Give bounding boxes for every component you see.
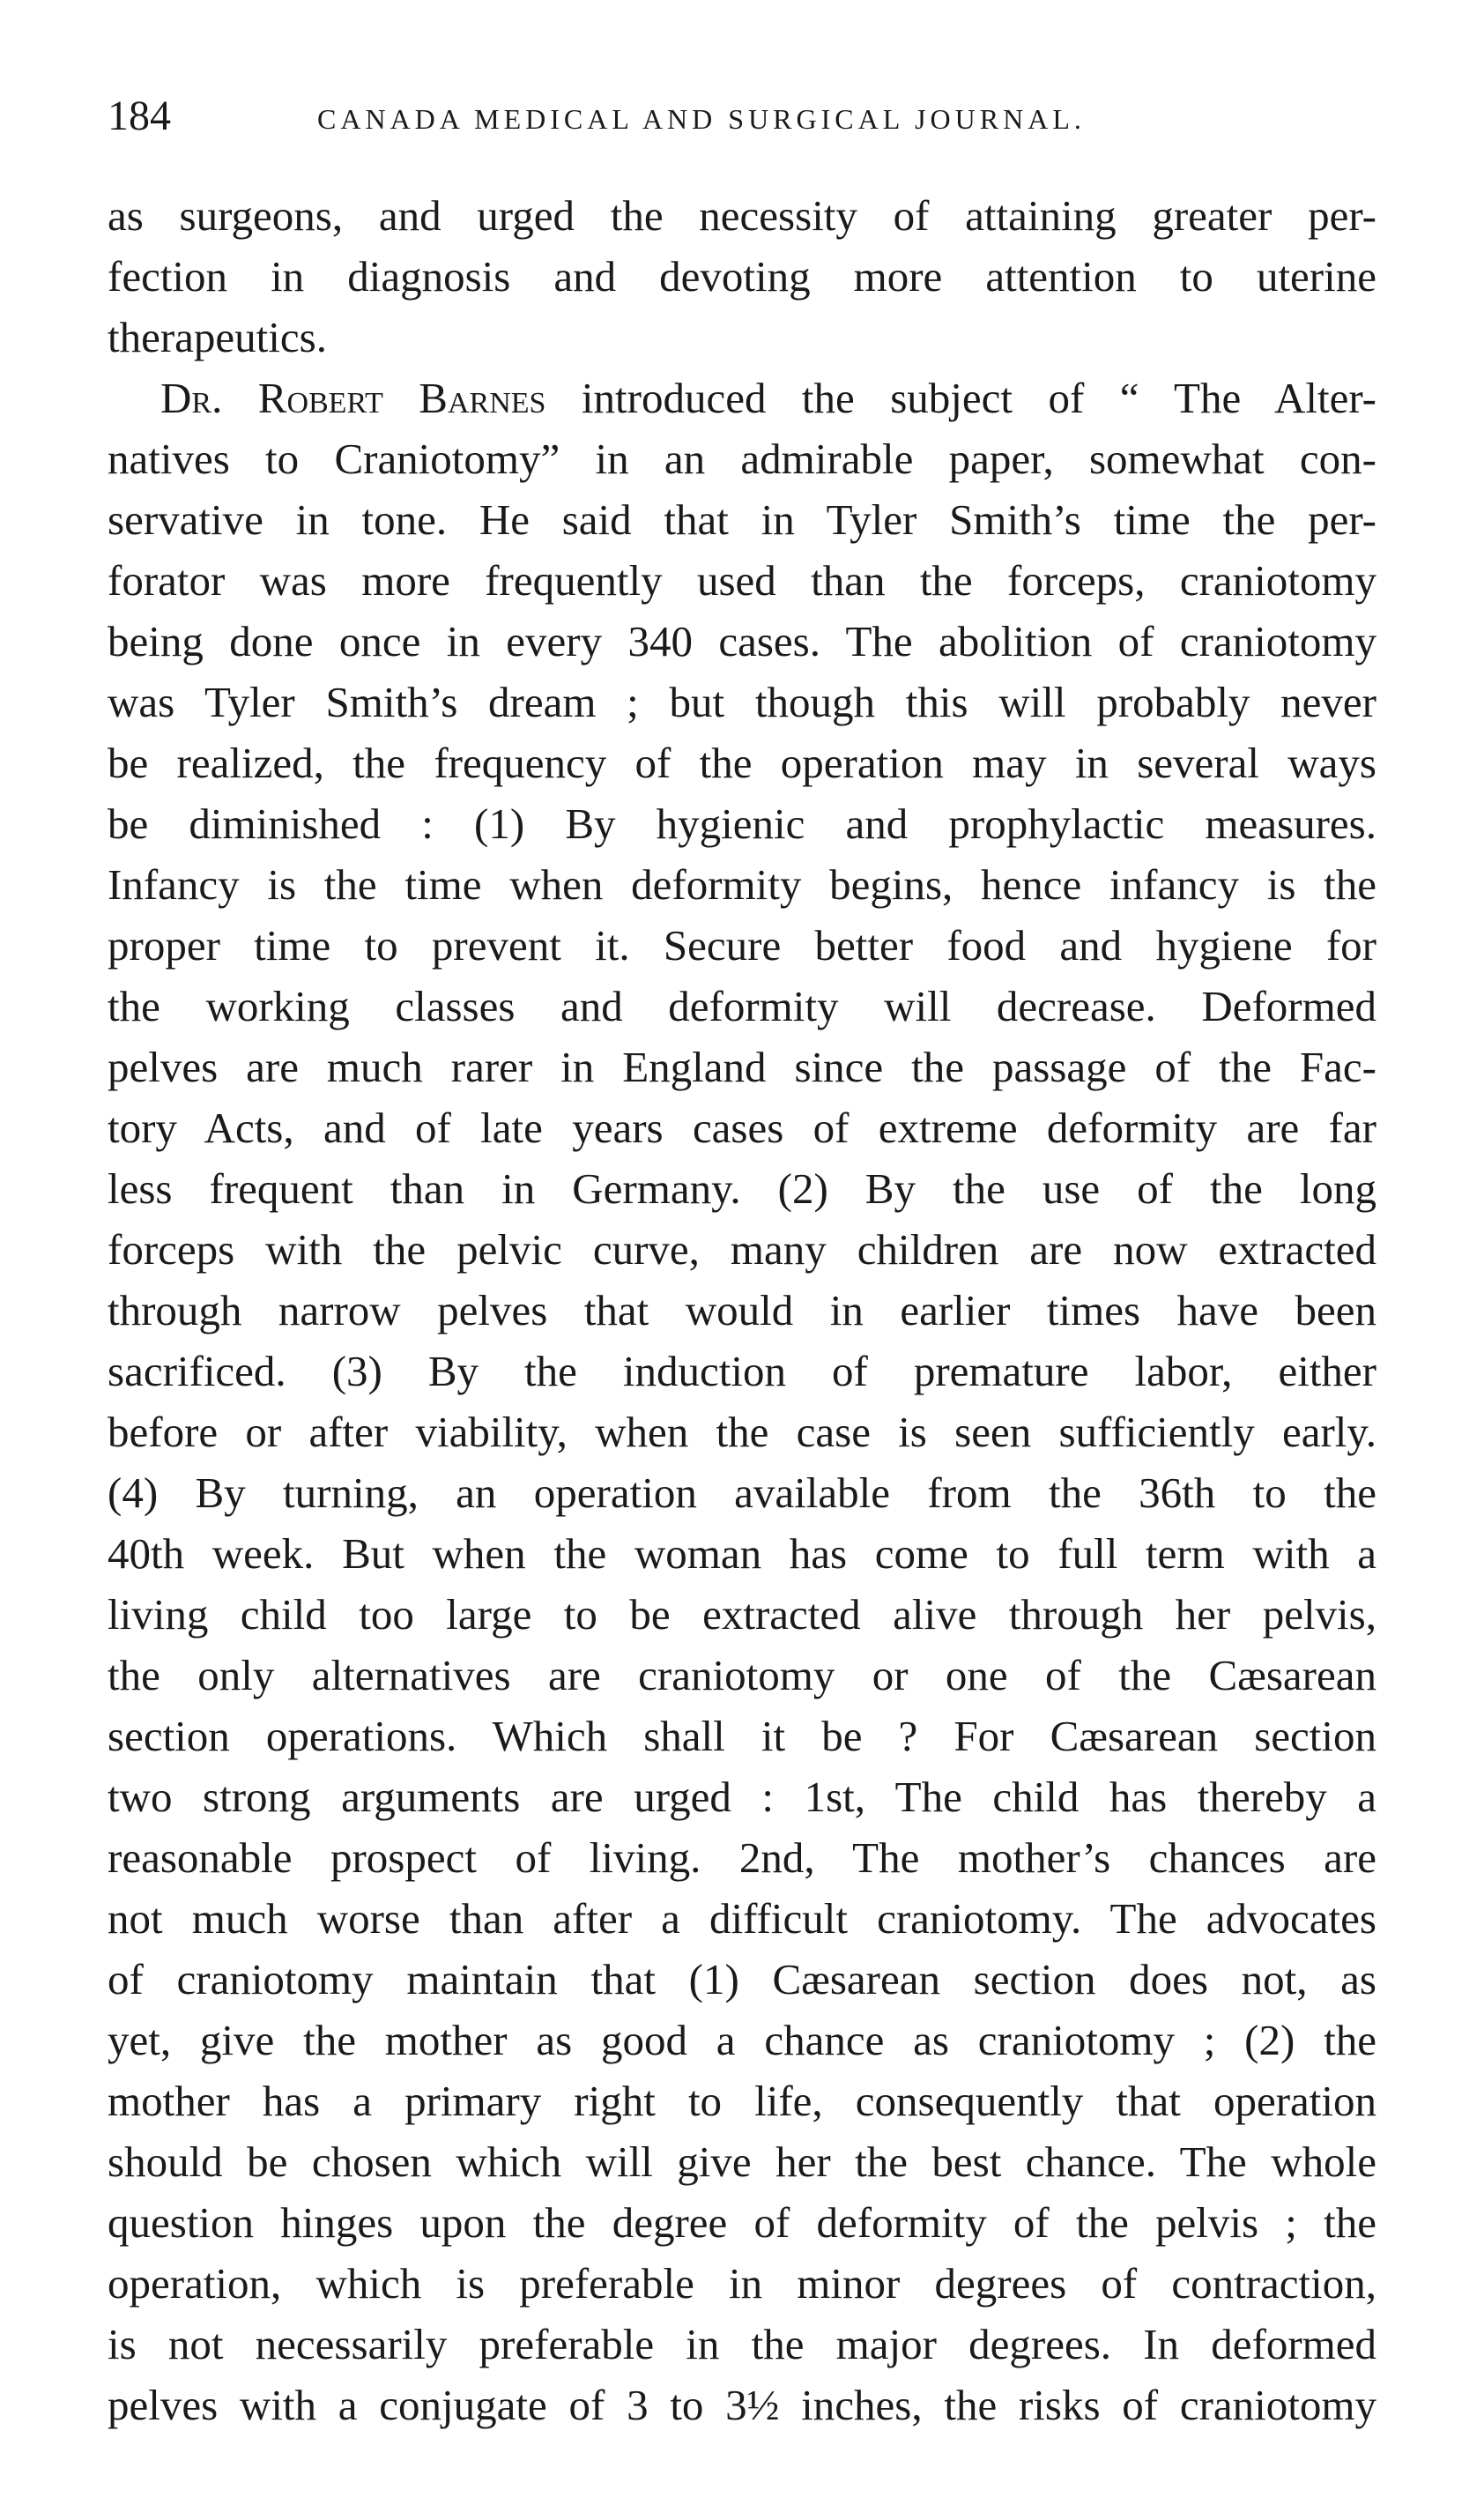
text-line: forator was more frequently used than the forceps, craniotomy <box>108 556 1376 605</box>
running-head: CANADA MEDICAL AND SURGICAL JOURNAL. <box>317 103 1086 135</box>
text-line: therapeutics. <box>108 313 327 361</box>
text-line: operation, which is preferable in minor degrees of contraction, <box>108 2259 1376 2308</box>
text-line: tory Acts, and of late years cases of extreme deformity are far <box>108 1104 1376 1152</box>
text-line: section operations. Which shall it be ? For Cæsarean section <box>108 1712 1376 1760</box>
text-line: as surgeons, and urged the necessity of attaining greater per- <box>108 191 1376 240</box>
text-line: yet, give the mother as good a chance as craniotomy ; (2) the <box>108 2016 1376 2064</box>
text-line: is not necessarily preferable in the major degrees. In deformed <box>108 2320 1376 2368</box>
text-line: be diminished : (1) By hygienic and prophylactic measures. <box>108 799 1376 848</box>
text-line: natives to Craniotomy” in an admirable paper, somewhat con- <box>108 435 1376 483</box>
text-line: Infancy is the time when deformity begins, hence infancy is the <box>108 860 1376 909</box>
text-line: before or after viability, when the case is seen sufficiently early. <box>108 1408 1376 1456</box>
speaker-name: Dr. Robert Barnes <box>160 374 546 422</box>
text-line: was Tyler Smith’s dream ; but though this will probably never <box>108 678 1376 726</box>
paragraph-start-line <box>108 368 1376 428</box>
text-line: pelves with a conjugate of 3 to 3½ inches, the risks of craniotomy <box>108 2381 1376 2429</box>
text-line: mother has a primary right to life, consequently that operation <box>108 2077 1376 2125</box>
text-line: of craniotomy maintain that (1) Cæsarean section does not, as <box>108 1955 1376 2003</box>
text-line: not much worse than after a difficult craniotomy. The advocates <box>108 1894 1376 1943</box>
page-number: 184 <box>108 93 171 139</box>
text-line: proper time to prevent it. Secure better food and hygiene for <box>108 921 1376 970</box>
text-line: (4) By turning, an operation available from the 36th to the <box>108 1468 1376 1517</box>
text-line: question hinges upon the degree of deformity of the pelvis ; the <box>108 2198 1376 2247</box>
text-line: the working classes and deformity will decrease. Deformed <box>108 982 1376 1030</box>
text-line: reasonable prospect of living. 2nd, The mother’s chances are <box>108 1833 1376 1882</box>
text-line: forceps with the pelvic curve, many children are now extracted <box>108 1225 1376 1274</box>
text-line: through narrow pelves that would in earlier times have been <box>108 1286 1376 1334</box>
text-line: 40th week. But when the woman has come to full term with a <box>108 1529 1376 1578</box>
text-line: fection in diagnosis and devoting more attention to uterine <box>108 252 1376 301</box>
text-line: living child too large to be extracted alive through her pelvis, <box>108 1590 1376 1639</box>
text-line: the only alternatives are craniotomy or one of the Cæsarean <box>108 1651 1376 1699</box>
text-line: sacrificed. (3) By the induction of premature labor, either <box>108 1347 1376 1395</box>
text-line: two strong arguments are urged : 1st, The child has thereby a <box>108 1773 1376 1821</box>
body-text <box>108 185 1376 2435</box>
text-line: introduced the subject of “ The Alter- <box>581 374 1376 422</box>
text-line: be realized, the frequency of the operation may in several ways <box>108 739 1376 787</box>
text-line: pelves are much rarer in England since the passage of the Fac- <box>108 1043 1376 1091</box>
text-line: servative in tone. He said that in Tyler Smith’s time the per- <box>108 495 1376 544</box>
page-header <box>108 90 1376 143</box>
text-line: should be chosen which will give her the best chance. The whole <box>108 2137 1376 2186</box>
text-line: less frequent than in Germany. (2) By the use of the long <box>108 1164 1376 1213</box>
text-line: being done once in every 340 cases. The abolition of craniotomy <box>108 617 1376 665</box>
